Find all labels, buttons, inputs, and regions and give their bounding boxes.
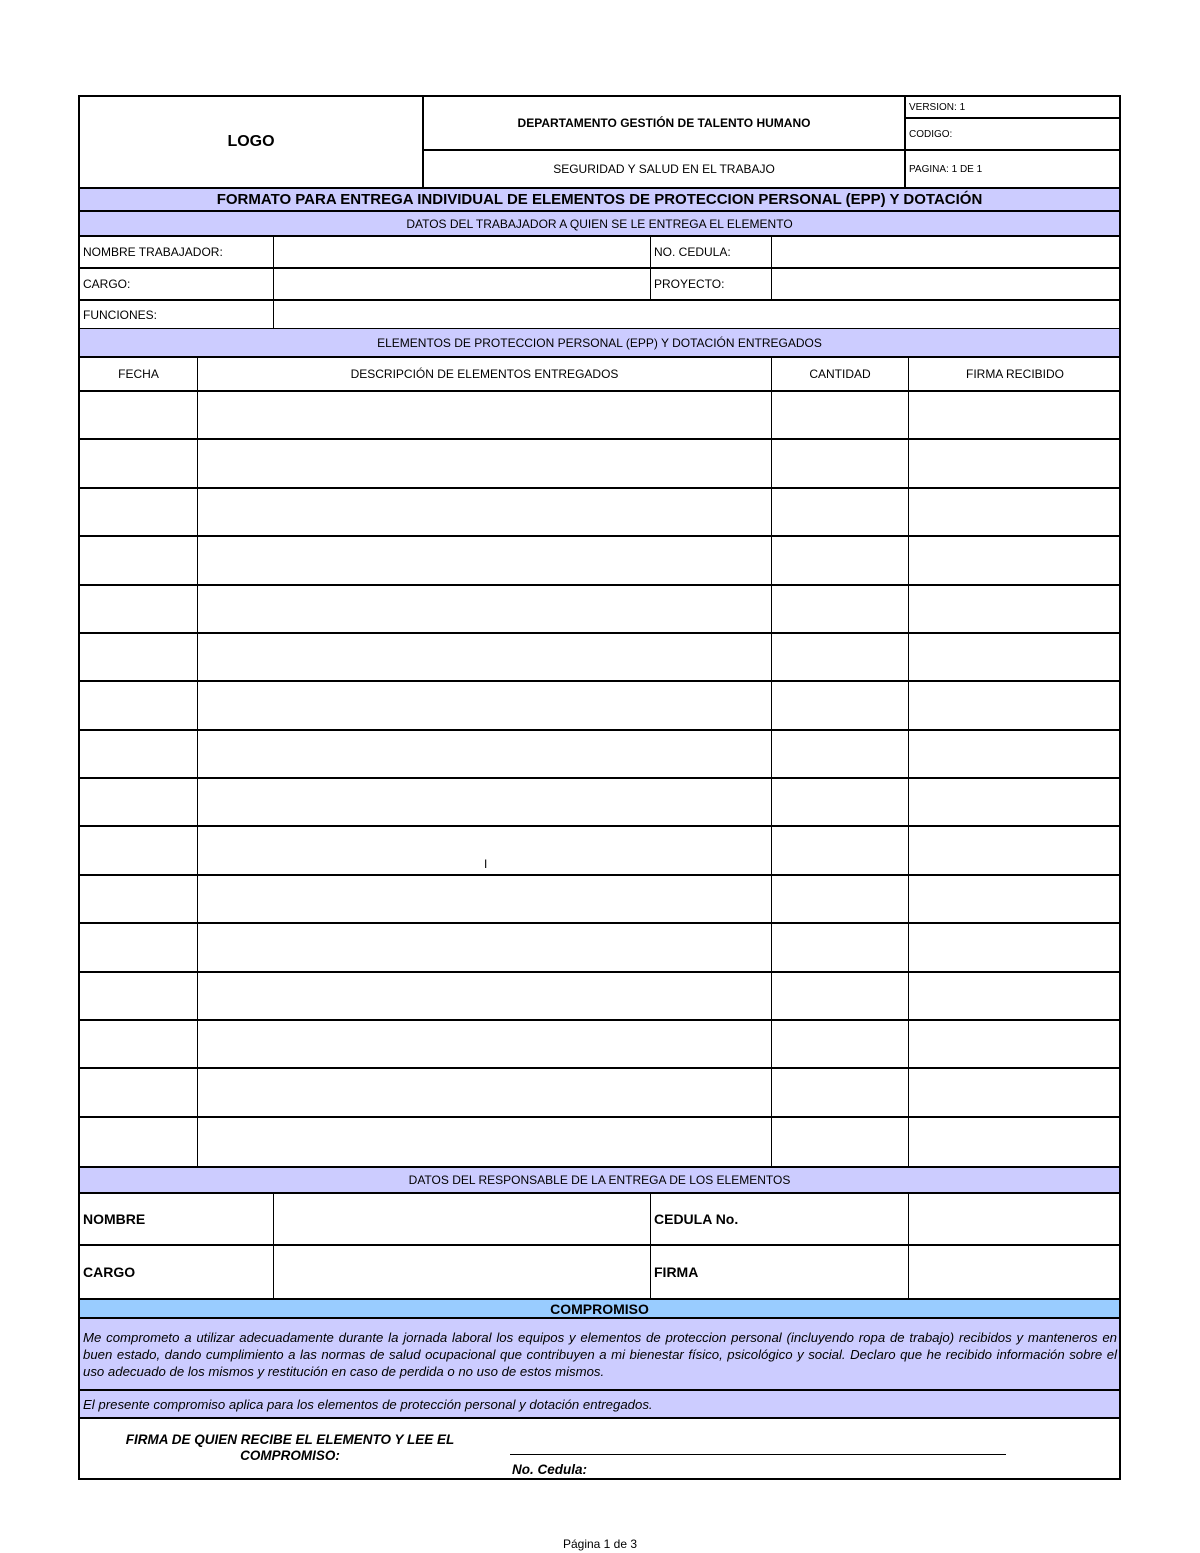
cargo-label-text: CARGO:: [83, 277, 131, 291]
table-row: [80, 537, 1119, 585]
codigo-text: CODIGO:: [909, 128, 953, 140]
worker-heading-text: DATOS DEL TRABAJADOR A QUIEN SE LE ENTREGA EL ELEMENTO: [406, 216, 793, 231]
proyecto-label-text: PROYECTO:: [654, 277, 725, 291]
nombre-trabajador-label: [80, 237, 274, 267]
fecha-cell[interactable]: [80, 973, 198, 1019]
responsible-section-heading: [80, 1166, 1119, 1194]
items-section-heading: [80, 329, 1119, 358]
items-header-row: [80, 358, 1119, 392]
table-row: [80, 489, 1119, 537]
fecha-cell[interactable]: [80, 876, 198, 922]
funciones-label-text: FUNCIONES:: [83, 307, 158, 322]
cantidad-cell[interactable]: [772, 1069, 909, 1115]
responsible-heading-text: DATOS DEL RESPONSABLE DE LA ENTREGA DE LOS ELEMENTOS: [408, 1173, 791, 1187]
cedula-signature-text: No. Cedula:: [512, 1462, 588, 1477]
table-row: [80, 731, 1119, 779]
cedula-label: [651, 237, 772, 267]
cantidad-cell[interactable]: [772, 876, 909, 922]
fecha-cell[interactable]: [80, 924, 198, 970]
firma-cell[interactable]: [909, 586, 1121, 632]
fecha-cell[interactable]: [80, 779, 198, 825]
col-fecha-text: FECHA: [118, 367, 159, 381]
firma-cell[interactable]: [909, 392, 1121, 438]
table-row: [80, 440, 1119, 488]
cantidad-cell[interactable]: [772, 827, 909, 873]
col-fecha: [80, 358, 198, 390]
worker-section-heading: [80, 212, 1119, 237]
fecha-cell[interactable]: [80, 1069, 198, 1115]
descripcion-cell[interactable]: [198, 489, 772, 535]
fecha-cell[interactable]: [80, 1021, 198, 1067]
firma-cell[interactable]: [909, 779, 1121, 825]
table-row: [80, 392, 1119, 440]
compromiso-heading: [80, 1298, 1119, 1319]
resp-cargo-field[interactable]: [274, 1246, 651, 1298]
form-title-text: FORMATO PARA ENTREGA INDIVIDUAL DE ELEMENTOS DE PROTECCION PERSONAL (EPP) Y DOTACIÓN: [216, 191, 983, 208]
page-footer: [0, 1537, 1200, 1551]
table-row: [80, 876, 1119, 924]
cantidad-cell[interactable]: [772, 489, 909, 535]
descripcion-cell[interactable]: [198, 973, 772, 1019]
fecha-cell[interactable]: [80, 731, 198, 777]
firma-cell[interactable]: [909, 537, 1121, 583]
codigo-cell[interactable]: [904, 119, 1121, 151]
cantidad-cell[interactable]: [772, 537, 909, 583]
descripcion-cell[interactable]: [198, 876, 772, 922]
firma-cell[interactable]: [909, 682, 1121, 728]
nombre-trabajador-field[interactable]: [274, 237, 651, 267]
descripcion-cell[interactable]: [198, 440, 772, 486]
logo-placeholder: [80, 97, 424, 187]
area-title: [424, 151, 904, 187]
resp-nombre-text: NOMBRE: [83, 1211, 146, 1227]
fecha-cell[interactable]: [80, 537, 198, 583]
descripcion-cell[interactable]: [198, 1118, 772, 1166]
descripcion-cell[interactable]: [198, 634, 772, 680]
worker-row-1: [80, 237, 1119, 269]
firma-cell[interactable]: [909, 440, 1121, 486]
resp-firma-label: [651, 1246, 909, 1298]
pagina-cell: [904, 151, 1121, 187]
col-cantidad: [772, 358, 909, 390]
responsible-row-2: [80, 1246, 1119, 1298]
cantidad-cell[interactable]: [772, 731, 909, 777]
firma-cell[interactable]: [909, 876, 1121, 922]
cantidad-cell[interactable]: [772, 392, 909, 438]
resp-cargo-label: [80, 1246, 274, 1298]
table-row: [80, 1021, 1119, 1069]
compromiso-applies: [80, 1391, 1119, 1419]
cantidad-cell[interactable]: [772, 682, 909, 728]
resp-firma-text: FIRMA: [654, 1264, 699, 1280]
col-descripcion: [198, 358, 772, 390]
cantidad-cell[interactable]: [772, 973, 909, 1019]
descripcion-cell[interactable]: [198, 1069, 772, 1115]
firma-cell[interactable]: [909, 634, 1121, 680]
area-text: SEGURIDAD Y SALUD EN EL TRABAJO: [553, 162, 775, 176]
resp-cargo-text: CARGO: [83, 1264, 136, 1280]
col-firma-text: FIRMA RECIBIDO: [965, 367, 1064, 381]
descripcion-cell[interactable]: [198, 924, 772, 970]
firma-cell[interactable]: [909, 924, 1121, 970]
signature-label-text: FIRMA DE QUIEN RECIBE EL ELEMENTO Y LEE EL COMPROMISO:: [125, 1432, 455, 1463]
stray-mark: I: [484, 857, 488, 871]
firma-cell[interactable]: [909, 489, 1121, 535]
pagina-text: PAGINA: 1 DE 1: [909, 163, 983, 175]
cantidad-cell[interactable]: [772, 924, 909, 970]
worker-row-3: [80, 301, 1119, 329]
version-text: VERSION: 1: [909, 101, 966, 113]
cargo-label: [80, 269, 274, 299]
descripcion-cell[interactable]: [198, 586, 772, 632]
cedula-signature-label: [512, 1462, 587, 1477]
compromiso-applies-text: El presente compromiso aplica para los elementos de protección personal y dotación entregados.: [83, 1396, 653, 1412]
items-table-body: [80, 392, 1119, 1166]
nombre-label-text: NOMBRE TRABAJADOR:: [83, 245, 223, 259]
version-cell: [904, 97, 1121, 119]
epp-form: [78, 95, 1121, 1480]
table-row: [80, 1118, 1119, 1166]
table-row: [80, 682, 1119, 730]
table-row: [80, 827, 1119, 875]
cantidad-cell[interactable]: [772, 779, 909, 825]
table-row: [80, 1069, 1119, 1117]
resp-cedula-text: CEDULA No.: [654, 1211, 739, 1227]
cantidad-cell[interactable]: [772, 634, 909, 680]
descripcion-cell[interactable]: [198, 731, 772, 777]
descripcion-cell[interactable]: [198, 537, 772, 583]
cantidad-cell[interactable]: [772, 586, 909, 632]
compromiso-text: [80, 1319, 1119, 1391]
department-title: [424, 97, 904, 151]
cantidad-cell[interactable]: [772, 1118, 909, 1166]
descripcion-cell[interactable]: [198, 779, 772, 825]
page-number: Página 1 de 3: [562, 1537, 638, 1551]
resp-cedula-label: [651, 1194, 909, 1244]
signature-label: [100, 1432, 480, 1464]
table-row: [80, 586, 1119, 634]
form-title: [80, 187, 1119, 212]
table-row: [80, 973, 1119, 1021]
table-row: [80, 779, 1119, 827]
firma-cell[interactable]: [909, 731, 1121, 777]
col-cantidad-text: CANTIDAD: [809, 367, 871, 381]
fecha-cell[interactable]: [80, 682, 198, 728]
fecha-cell[interactable]: [80, 827, 198, 873]
items-heading-text: ELEMENTOS DE PROTECCION PERSONAL (EPP) Y DOTACIÓN ENTREGADOS: [377, 335, 822, 350]
descripcion-cell[interactable]: [198, 682, 772, 728]
fecha-cell[interactable]: [80, 489, 198, 535]
compromiso-text-body: Me comprometo a utilizar adecuadamente durante la jornada laboral los equipos y elementos de proteccion personal (incluyendo ropa de trabajo) recibidos y manteneros en buen estado, dando cumplimiento a las normas de salud ocupacional que contribuyen a mi bienestar físico, psicológico y social. Declaro que he recibido información sobre el uso adecuado de los mismos y restitución en caso de perdida o no uso de estos mismos.: [83, 1330, 1117, 1379]
cargo-field[interactable]: [274, 269, 651, 299]
table-row: [80, 924, 1119, 972]
table-row: [80, 634, 1119, 682]
fecha-cell[interactable]: [80, 1118, 198, 1166]
descripcion-cell[interactable]: [198, 392, 772, 438]
firma-cell[interactable]: [909, 1021, 1121, 1067]
funciones-label: [80, 301, 274, 328]
fecha-cell[interactable]: [80, 392, 198, 438]
cantidad-cell[interactable]: [772, 440, 909, 486]
logo-text: LOGO: [227, 133, 275, 150]
resp-nombre-field[interactable]: [274, 1194, 651, 1244]
cedula-field[interactable]: [772, 237, 1121, 267]
cantidad-cell[interactable]: [772, 1021, 909, 1067]
firma-cell[interactable]: [909, 1069, 1121, 1115]
firma-cell[interactable]: [909, 827, 1121, 873]
resp-nombre-label: [80, 1194, 274, 1244]
resp-firma-field[interactable]: [909, 1246, 1121, 1298]
col-firma: [909, 358, 1121, 390]
funciones-field[interactable]: [274, 301, 1121, 328]
col-descripcion-text: DESCRIPCIÓN DE ELEMENTOS ENTREGADOS: [350, 367, 619, 381]
resp-cedula-field[interactable]: [909, 1194, 1121, 1244]
worker-row-2: [80, 269, 1119, 301]
fecha-cell[interactable]: [80, 634, 198, 680]
proyecto-field[interactable]: [772, 269, 1121, 299]
firma-cell[interactable]: [909, 973, 1121, 1019]
compromiso-heading-text: COMPROMISO: [550, 1300, 649, 1317]
descripcion-cell[interactable]: [198, 1021, 772, 1067]
cedula-label-text: NO. CEDULA:: [654, 245, 731, 259]
fecha-cell[interactable]: [80, 440, 198, 486]
firma-cell[interactable]: [909, 1118, 1121, 1166]
proyecto-label: [651, 269, 772, 299]
department-text: DEPARTAMENTO GESTIÓN DE TALENTO HUMANO: [517, 116, 811, 130]
responsible-row-1: [80, 1194, 1119, 1246]
signature-line[interactable]: [510, 1454, 1006, 1455]
fecha-cell[interactable]: [80, 586, 198, 632]
